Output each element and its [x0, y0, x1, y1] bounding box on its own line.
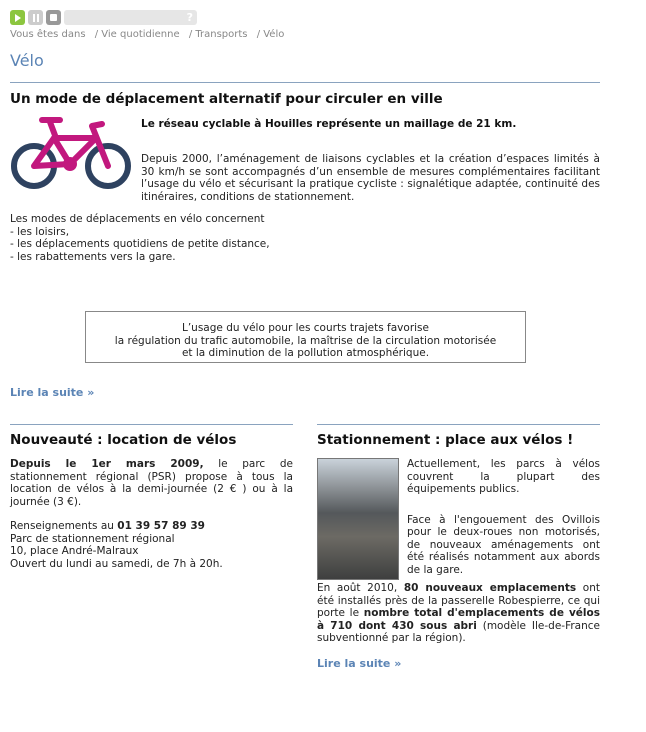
- page-title: Vélo: [10, 51, 44, 70]
- list-item: - les déplacements quotidiens de petite distance,: [10, 238, 270, 250]
- help-icon[interactable]: ?: [186, 11, 193, 24]
- rental-date: Depuis le 1er mars 2009,: [10, 458, 204, 470]
- parking-heading: Stationnement : place aux vélos !: [317, 432, 574, 448]
- parking-content: [317, 458, 600, 670]
- divider: [317, 424, 600, 425]
- pause-icon: [33, 14, 39, 22]
- breadcrumb-velo[interactable]: / Vélo: [256, 29, 285, 40]
- parking-paragraph: Actuellement, les parcs à vélos couvrent la plupart des équipements publics.: [407, 458, 600, 495]
- rental-heading: Nouveauté : location de vélos: [10, 432, 237, 448]
- list-item: - les loisirs,: [10, 225, 70, 238]
- breadcrumb-label: Vous êtes dans: [10, 29, 86, 40]
- divider: [10, 82, 600, 83]
- highlight: nombre total d'emplacements de vélos à 710 dont 430 sous abri: [317, 607, 600, 632]
- quote-line: et la diminution de la pollution atmosphérique.: [181, 347, 430, 359]
- play-icon: [15, 14, 21, 22]
- breadcrumb-vie-quotidienne[interactable]: / Vie quotidienne: [94, 29, 180, 40]
- text: (modèle Ile-de-France subventionné par la région).: [317, 619, 600, 644]
- read-more-link[interactable]: Lire la suite »: [10, 386, 95, 399]
- stop-button[interactable]: [46, 10, 61, 25]
- rental-info: [10, 520, 223, 570]
- pause-button[interactable]: [28, 10, 43, 25]
- bicycle-icon: [10, 116, 132, 190]
- lead-text: Le réseau cyclable à Houilles représente un maillage de 21 km.: [141, 118, 517, 130]
- section-heading: Un mode de déplacement alternatif pour circuler en ville: [10, 91, 443, 107]
- highlight: 80 nouveaux emplacements: [403, 582, 577, 594]
- stop-icon: [50, 14, 57, 21]
- usage-list: [10, 213, 270, 263]
- phone-number: 01 39 57 89 39: [117, 520, 205, 532]
- parking-paragraph: [317, 582, 600, 645]
- quote-line: L’usage du vélo pour les courts trajets favorise: [181, 322, 429, 334]
- rental-text: le parc de stationnement régional (PSR) propose à tous la location de vélos à la demi-journée (2 € ) ou à la journée (3 €).: [10, 458, 293, 508]
- breadcrumb-transports[interactable]: / Transports: [188, 29, 248, 40]
- breadcrumb: [10, 29, 290, 40]
- audio-player: [10, 10, 197, 25]
- progress-bar[interactable]: [64, 10, 197, 25]
- info-line: 10, place André-Malraux: [10, 545, 139, 557]
- divider: [10, 424, 293, 425]
- list-intro: Les modes de déplacements en vélo concernent: [10, 213, 265, 225]
- quote-line: la régulation du trafic automobile, la maîtrise de la circulation motorisée: [114, 334, 497, 347]
- rental-paragraph: [10, 458, 293, 508]
- bike-parking-photo: [317, 458, 399, 580]
- info-label: Renseignements au: [10, 520, 118, 532]
- read-more-link[interactable]: Lire la suite »: [317, 656, 402, 670]
- text: ont été installés près de la passerelle Robespierre, ce qui porte le: [317, 582, 600, 619]
- list-item: - les rabattements vers la gare.: [10, 250, 176, 263]
- play-button[interactable]: [10, 10, 25, 25]
- info-line: Ouvert du lundi au samedi, de 7h à 20h.: [10, 557, 223, 570]
- parking-paragraph: Face à l'engouement des Ovillois pour le deux-roues non motorisés, de nouveaux aménagements ont été réalisés notamment aux abords de la gare.: [407, 513, 600, 576]
- info-line: Parc de stationnement régional: [10, 532, 175, 545]
- text: En août 2010,: [317, 582, 404, 594]
- intro-paragraph: Depuis 2000, l’aménagement de liaisons cyclables et la création d’espaces limités à 30 km/h se sont accompagnés d’un ensemble de mesures complémentaires facilitant l’usage du vélo et sécurisant la pratique cycliste : signalétique adaptée, continuité des itinéraires, conditions de stationnement.: [141, 153, 600, 203]
- quote-box: [85, 311, 526, 363]
